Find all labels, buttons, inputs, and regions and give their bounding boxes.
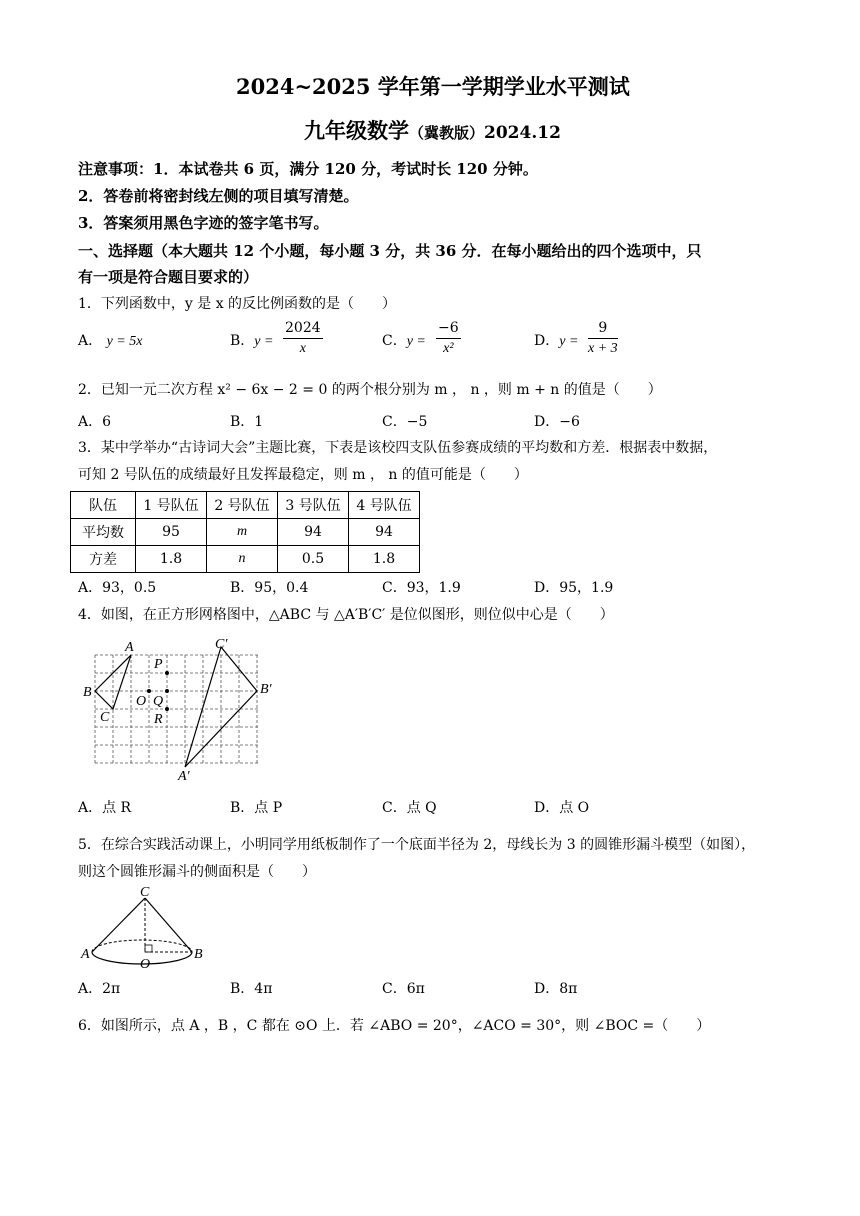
point-o-dot <box>147 689 151 693</box>
q4-grid-figure <box>80 635 280 785</box>
table-header-cell: 队伍 <box>71 492 136 519</box>
q1-b-label: B． <box>230 333 255 349</box>
label-b1: B′ <box>260 682 272 697</box>
q3-option-c: C．93，1.9 <box>382 580 461 596</box>
grid-lines <box>95 655 260 763</box>
q6-stem: 6．如图所示，点 A ，B ，C 都在 ⊙O 上．若 ∠ABO = 20°，∠ACO = 30°，则 ∠BOC =（ ） <box>78 1018 711 1034</box>
q1-c-numerator: −6 <box>438 320 459 336</box>
q2-option-d: D．−6 <box>534 414 580 430</box>
q5-option-c: C．6π <box>382 981 425 997</box>
table-header-cell: 3 号队伍 <box>278 492 349 519</box>
note-2: 2．答卷前将密封线左侧的项目填写清楚。 <box>78 187 359 205</box>
label-c: C <box>100 710 110 725</box>
q1-c-denominator: x² <box>443 341 454 356</box>
label-q: Q <box>153 694 164 709</box>
label-c1: C′ <box>215 637 228 652</box>
table-header-cell: 2 号队伍 <box>207 492 278 519</box>
table-row <box>71 546 420 573</box>
cone-label-c: C <box>140 886 150 900</box>
q1-b-lhs: y = <box>254 334 274 349</box>
table-row <box>71 519 420 546</box>
table-cell: 94 <box>349 519 420 546</box>
point-q-dot <box>165 689 169 693</box>
label-a: A <box>125 640 134 655</box>
table-cell: 94 <box>278 519 349 546</box>
q5-cone-figure <box>80 886 210 971</box>
q5-option-b: B．4π <box>230 981 273 997</box>
q1-c-lhs: y = <box>406 334 426 349</box>
q1-a-expr: y = 5x <box>106 334 143 349</box>
table-header-cell: 4 号队伍 <box>349 492 420 519</box>
q5-stem-line2: 则这个圆锥形漏斗的侧面积是（ ） <box>78 864 316 880</box>
q3-stem-line1: 3．某中学举办“古诗词大会”主题比赛，下表是该校四支队伍参赛成绩的平均数和方差．根据表中数据， <box>78 440 718 456</box>
table-cell: m <box>207 519 278 546</box>
label-p: P <box>154 657 163 672</box>
note-3: 3．答案须用黑色字迹的签字笔书写。 <box>78 214 329 232</box>
table-row <box>71 492 420 519</box>
cone-label-b: B <box>194 947 203 962</box>
section1-heading-line1: 一、选择题（本大题共 12 个小题，每小题 3 分，共 36 分．在每小题给出的四个选项中，只 <box>78 242 702 260</box>
q1-d-numerator: 9 <box>598 320 608 336</box>
point-r-dot <box>165 707 169 711</box>
q1-stem: 1．下列函数中，y 是 x 的反比例函数的是（ ） <box>78 296 397 312</box>
q1-option-c-label <box>382 332 426 351</box>
q2-option-c: C．−5 <box>382 414 428 430</box>
q1-d-fraction <box>588 320 618 357</box>
q1-option-b-label <box>230 332 273 351</box>
label-a1: A′ <box>178 769 190 784</box>
cone-label-o: O <box>140 957 151 971</box>
q1-a-label: A． <box>78 333 103 349</box>
q3-stem-line2: 可知 2 号队伍的成绩最好且发挥最稳定，则 m ， n 的值可能是（ ） <box>78 467 528 483</box>
section1-heading-line2: 有一项是符合题目要求的） <box>78 268 259 286</box>
label-r: R <box>154 712 163 727</box>
subtitle-date: 2024.12 <box>484 123 561 143</box>
table-cell: 0.5 <box>278 546 349 573</box>
subtitle-edition: （冀教版） <box>409 124 485 142</box>
table-cell: 95 <box>136 519 207 546</box>
q1-d-label: D． <box>534 333 560 349</box>
table-cell: 1.8 <box>136 546 207 573</box>
table-cell: 方差 <box>71 546 136 573</box>
q1-b-denominator: x <box>299 341 306 356</box>
q4-option-a: A．点 R <box>78 800 132 816</box>
label-o: O <box>136 694 147 709</box>
q1-b-fraction <box>283 320 323 357</box>
cone-label-a: A <box>81 947 90 962</box>
table-header-cell: 1 号队伍 <box>136 492 207 519</box>
q5-option-a: A．2π <box>78 981 121 997</box>
q4-option-c: C．点 Q <box>382 800 437 816</box>
q3-score-table <box>70 491 420 573</box>
q1-d-lhs: y = <box>559 334 579 349</box>
q4-option-d: D．点 O <box>534 800 590 816</box>
exam-subtitle <box>304 118 561 143</box>
q4-option-b: B．点 P <box>230 800 283 816</box>
q1-option-a <box>78 332 142 351</box>
label-b: B <box>83 685 92 700</box>
q5-stem-line1: 5．在综合实践活动课上，小明同学用纸板制作了一个底面半径为 2，母线长为 3 的圆锥形漏斗模型（如图）， <box>78 837 756 853</box>
q3-option-a: A．93，0.5 <box>78 580 157 596</box>
q5-option-d: D．8π <box>534 981 578 997</box>
q1-option-d-label <box>534 332 578 351</box>
q2-stem: 2．已知一元二次方程 x² − 6x − 2 = 0 的两个根分别为 m ， n ，则 m + n 的值是（ ） <box>78 382 662 398</box>
q3-option-d: D．95，1.9 <box>534 580 614 596</box>
exam-title: 2024~2025 学年第一学期学业水平测试 <box>236 74 630 99</box>
q2-option-a: A．6 <box>78 414 112 430</box>
q2-option-b: B．1 <box>230 414 264 430</box>
q4-stem: 4．如图，在正方形网格图中，△ABC 与 △A′B′C′ 是位似图形，则位似中心是（ ） <box>78 607 614 623</box>
q1-c-fraction <box>436 320 461 357</box>
q1-b-numerator: 2024 <box>285 320 321 336</box>
table-cell: 1.8 <box>349 546 420 573</box>
q1-c-label: C． <box>382 333 407 349</box>
table-cell: n <box>207 546 278 573</box>
q3-option-b: B．95，0.4 <box>230 580 309 596</box>
subtitle-subject: 九年级数学 <box>304 118 409 143</box>
note-1: 注意事项：1．本试卷共 6 页，满分 120 分，考试时长 120 分钟。 <box>78 160 538 178</box>
table-cell: 平均数 <box>71 519 136 546</box>
q1-d-denominator: x + 3 <box>588 341 618 356</box>
point-p-dot <box>165 671 169 675</box>
